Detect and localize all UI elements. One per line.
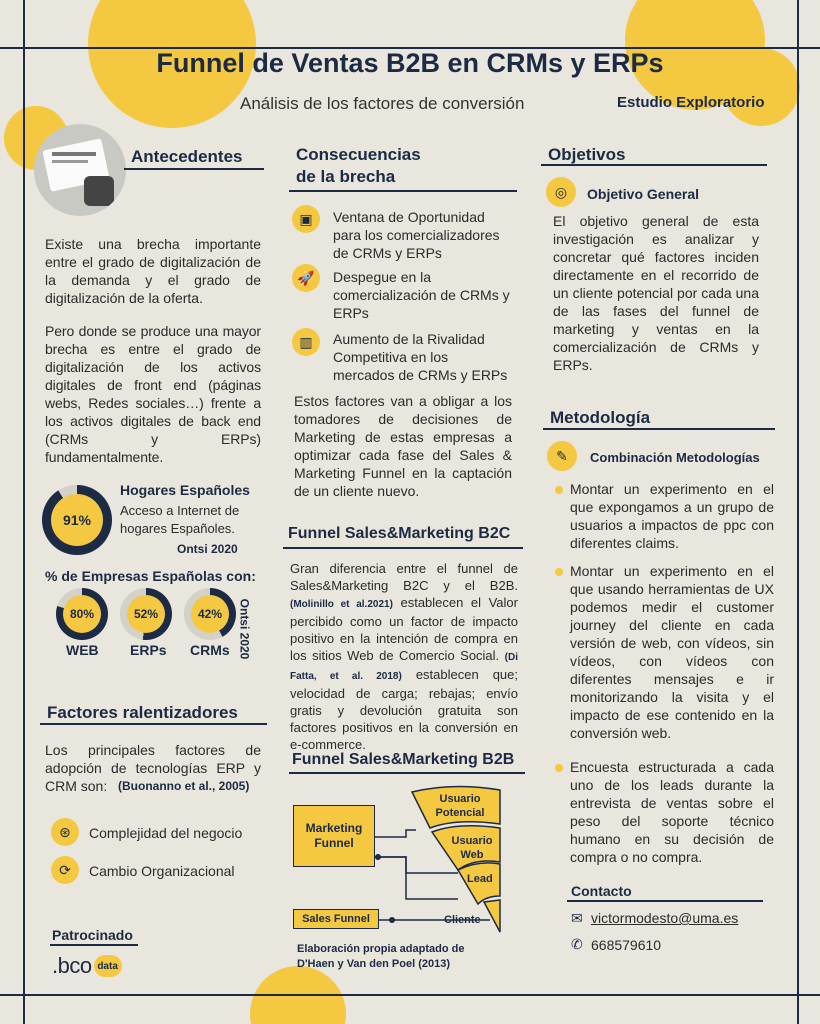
frame-line [0,994,820,996]
empresas-title: % de Empresas Españolas con: [45,568,256,584]
antecedentes-heading: Antecedentes [131,147,243,166]
metodologia-item: Montar un experimento en el que usando herramientas de UX podemos medir el customer journey del cliente en cada versión de web, con vídeos, sin vídeos, con vídeos con diferentes mensajes e ir monitorizando la visita y el impacto de ese contenido en la conversión web. [570,563,774,741]
frame-line [23,0,25,1024]
page-title: Funnel de Ventas B2B en CRMs y ERPs [156,48,664,78]
web-label: WEB [66,642,99,658]
empresas-source: Ontsi 2020 [237,598,252,660]
factor-item: Cambio Organizacional [89,863,235,879]
complexity-icon: ⊛ [51,818,79,846]
sales-funnel-box [293,909,379,929]
b2b-heading: Funnel Sales&Marketing B2B [292,751,515,768]
hogares-text: Acceso a Internet de hogares Españoles. [120,503,240,536]
tools-icon: ✎ [547,441,577,471]
consecuencia-item: Despegue en la comercialización de CRMs y ERPs [333,269,510,321]
hogares-value: 91% [62,512,92,528]
target-icon: ◎ [546,177,576,207]
divider [124,168,264,170]
objetivos-text: El objetivo general de esta investigación es analizar y concretar qué factores inciden directamente en el recorrido de un cliente potencial por cada una de las fases del funnel de marketing y ventas en la comercialización de CRMs y ERPs. [553,213,759,373]
marketing-funnel-box [293,805,375,867]
erps-donut [120,588,172,640]
bullet [555,568,563,576]
marketing-funnel-label: Marketing Funnel [305,821,363,850]
factores-intro: Los principales factores de adopción de tecnologías ERP y CRM son: [45,742,261,794]
frame-line [797,0,799,1024]
divider [541,164,767,166]
metodologia-heading: Metodología [550,408,651,427]
divider [543,428,775,430]
erps-label: ERPs [130,642,167,658]
logo-badge: data [94,955,122,977]
hogares-source: Ontsi 2020 [177,542,238,556]
factores-heading: Factores ralentizadores [47,703,238,722]
cycle-icon: ⟳ [51,856,79,884]
page-subtitle: Análisis de los factores de conversión [240,94,525,113]
divider [50,944,138,946]
hogares-donut [42,485,112,555]
b2c-heading: Funnel Sales&Marketing B2C [288,525,511,542]
b2b-caption: Elaboración propia adaptado de D'Haen y Van den Poel (2013) [297,943,465,970]
divider [567,900,763,902]
factores-cite: (Buonanno et al., 2005) [118,779,250,793]
b2c-text: Gran diferencia entre el funnel de Sales&Marketing B2C y el B2B. (Molinillo et al.2021) establecen el Valor percibido como un factor de impacto positivo en la intención de compra en los sitios Web de Comercio Social. (Di Fatta, et al. 2018) establecen que; velocidad de carga; rebajas; envío gratis y devolución gratuita son factores positivos en la conversión en e-commerce. [290,561,519,752]
crms-label: CRMs [190,642,230,658]
chart-icon: ▥ [292,328,320,356]
metodologia-item: Montar un experimento en el que expongamos a un grupo de usuarios a impactos de ppc con diferentes claims. [570,481,774,551]
metodologia-item: Encuesta estructurada a cada uno de los leads durante la entrevista de ventas sobre el peso del soporte técnico humano en su decisión de compra o no compra. [570,759,774,865]
bullet [555,764,563,772]
patrocinado-heading: Patrocinado [52,927,133,943]
email-icon: ✉ [571,910,583,926]
contacto-heading: Contacto [571,883,632,899]
antecedentes-photo [34,124,126,216]
antecedentes-paragraph-2: Pero donde se produce una mayor brecha es entre el grado de digitalización de los activos digitales de front end (páginas webs, Redes sociales…) frente a los activos digitales de back end (CRMs y ERPs) fundamentalmente. [45,323,261,465]
stage-cliente: Cliente [444,914,481,926]
phone-icon: ✆ [571,936,583,952]
divider [289,190,517,192]
stage-usuario-web: Usuario Web [451,835,493,861]
bullet [555,486,563,494]
divider [283,547,523,549]
consecuencias-heading-line-2: de la brecha [296,167,396,186]
objetivos-subheading: Objetivo General [587,186,700,202]
divider [289,772,525,774]
consecuencia-item: Ventana de Oportunidad para los comercializadores de CRMs y ERPs [333,209,500,261]
logo-text: .bco [52,953,92,978]
objetivos-heading: Objetivos [548,145,626,164]
consecuencias-heading-line-1: Consecuencias [296,145,421,164]
stage-usuario-potencial: Usuario Potencial [435,793,485,819]
web-value: 80% [69,607,95,621]
phone-number: 668579610 [591,937,662,953]
hogares-title: Hogares Españoles [120,482,250,498]
study-type: Estudio Exploratorio [617,94,765,111]
antecedentes-paragraph-1: Existe una brecha importante entre el grado de digitalización de la demanda y el grado de digitalización de la oferta. [45,236,261,306]
crms-value: 42% [197,607,223,621]
bcodata-logo [52,952,122,980]
sales-funnel-label: Sales Funnel [302,913,370,925]
divider [40,723,267,725]
factor-item: Complejidad del negocio [89,825,243,841]
email-link[interactable]: victormodesto@uma.es [591,910,739,926]
erps-value: 52% [133,607,159,621]
rocket-icon: 🚀 [292,264,320,292]
window-icon: ▣ [292,205,320,233]
stage-lead: Lead [467,873,493,885]
crms-donut [184,588,236,640]
web-donut [56,588,108,640]
consecuencias-text: Estos factores van a obligar a los tomadores de decisiones de Marketing de estas empresas a optimizar cada fase del Sales & Marketing Funnel en la captación de un cliente nuevo. [294,393,512,499]
metodologia-subheading: Combinación Metodologías [590,450,760,465]
consecuencia-item: Aumento de la Rivalidad Competitiva en los mercados de CRMs y ERPs [333,331,508,383]
